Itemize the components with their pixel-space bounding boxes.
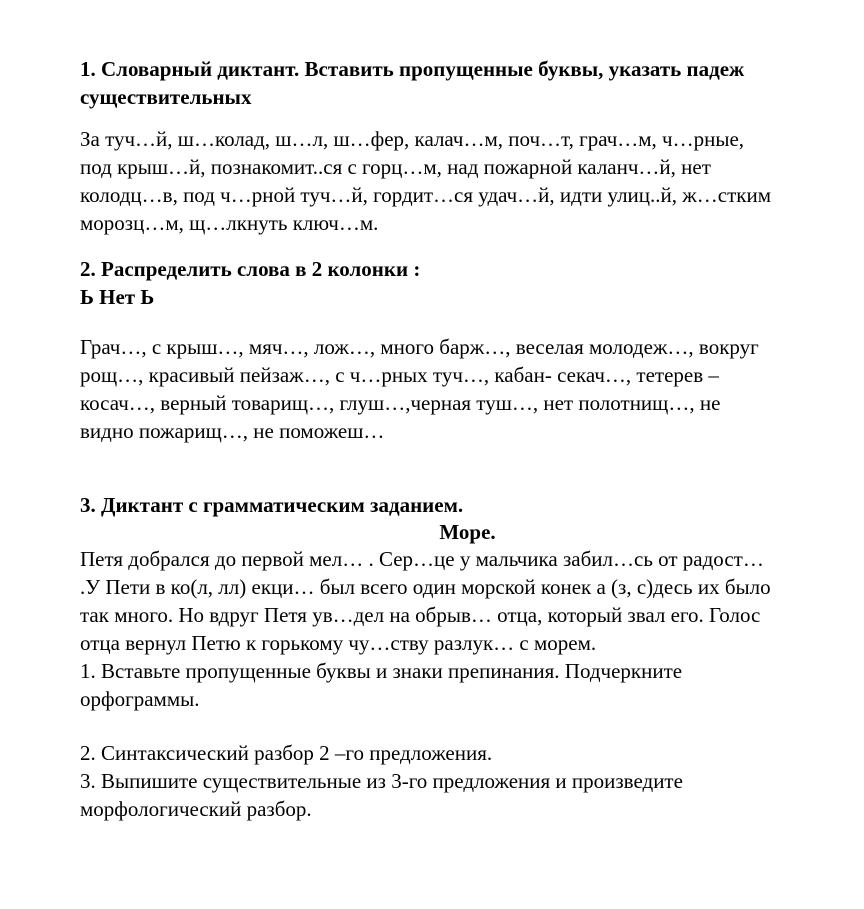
document-page (80, 55, 840, 823)
text-line: косач…, верный товарищ…, глуш…,черная туш…, нет полотнищ…, не (80, 391, 721, 415)
text-line: видно пожарищ…, не поможеш… (80, 419, 385, 443)
text-line: 1. Вставьте пропущенные буквы и знаки препинания. Подчеркните (80, 659, 683, 683)
task-line: 3. Выпишите существительные из 3-го предложения и произведите (80, 769, 683, 793)
section-1-heading (80, 55, 840, 111)
text-line: отца вернул Петю к горькому чу…ству разлук… с морем. (80, 631, 597, 655)
task-line: морфологический разбор. (80, 797, 312, 821)
section-2-heading (80, 255, 840, 311)
section-3-tasks (80, 739, 840, 823)
section-3-text (80, 545, 840, 713)
heading-line: Ь Нет Ь (80, 285, 155, 309)
text-line: колодц…в, под ч…рной туч…й, гордит…ся удач…й, идти улиц..й, ж…стким (80, 183, 772, 207)
text-line: так много. Но вдруг Петя ув…дел на обрыв… отца, который звал его. Голос (80, 603, 761, 627)
heading-line: 1. Словарный диктант. Вставить пропущенные буквы, указать падеж (80, 57, 745, 81)
section-3-heading (80, 491, 840, 519)
heading-line: существительных (80, 85, 252, 109)
text-line: Петя добрался до первой мел… . Сер…це у мальчика забил…сь от радост… (80, 547, 764, 571)
task-line: 2. Синтаксический разбор 2 –го предложения. (80, 741, 493, 765)
heading-line: 3. Диктант с грамматическим заданием. (80, 493, 464, 517)
section-2-text (80, 333, 840, 445)
text-line: под крыш…й, познакомит..ся с горц…м, над пожарной каланч…й, нет (80, 155, 711, 179)
text-line: орфограммы. (80, 687, 200, 711)
section-1-text (80, 125, 840, 237)
text-line: .У Пети в ко(л, лл) екци… был всего один морской конек а (з, с)десь их было (80, 575, 771, 599)
text-line: За туч…й, ш…колад, ш…л, ш…фер, калач…м, поч…т, грач…м, ч…рные, (80, 127, 745, 151)
text-line: Грач…, с крыш…, мяч…, лож…, много барж…, веселая молодеж…, вокруг (80, 335, 759, 359)
heading-line: 2. Распределить слова в 2 колонки : (80, 257, 421, 281)
text-line: рощ…, красивый пейзаж…, с ч…рных туч…, кабан- секач…, тетерев – (80, 363, 719, 387)
dictation-title: Море. (439, 520, 496, 544)
text-line: морозц…м, щ…лкнуть ключ…м. (80, 211, 379, 235)
